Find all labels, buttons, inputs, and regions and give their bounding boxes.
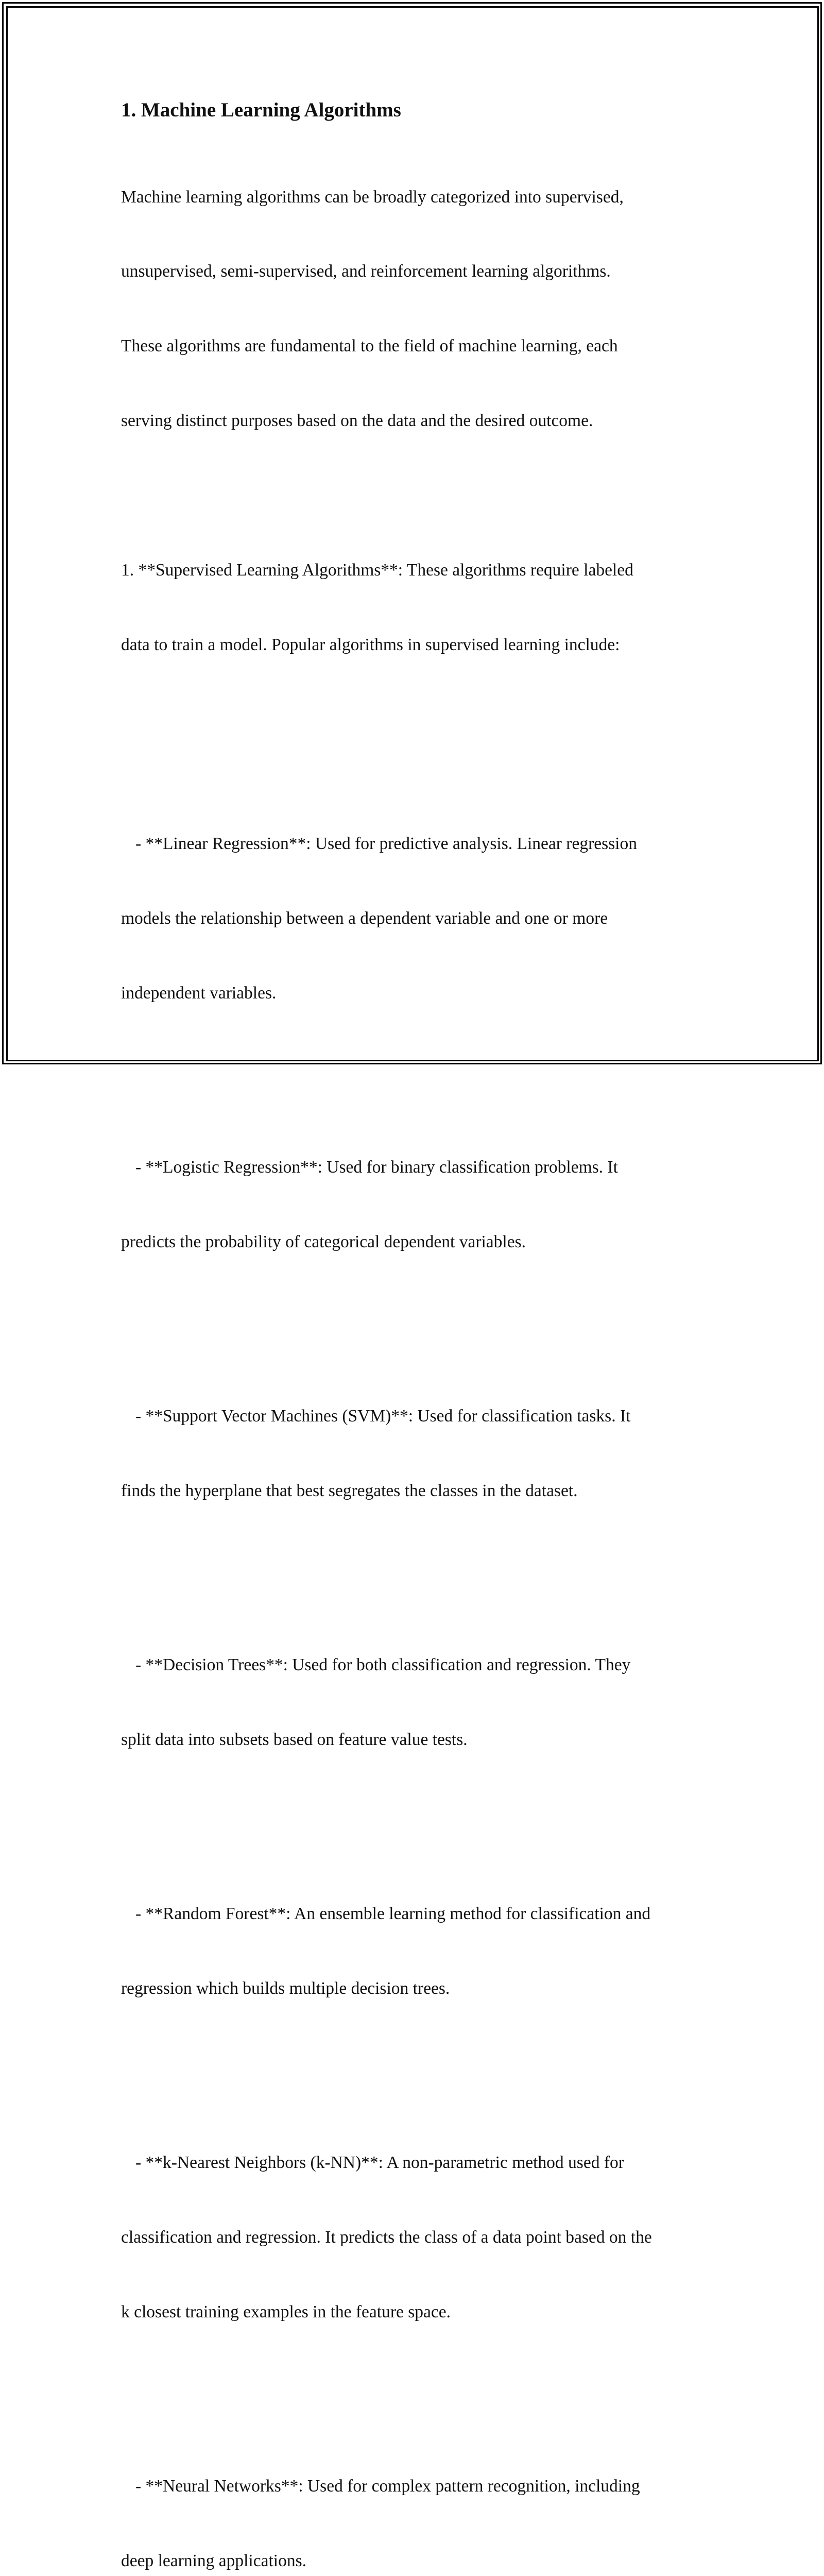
list-item-line: - **Random Forest**: An ensemble learning method for classification and xyxy=(135,1904,651,1924)
list-item-line: - **Support Vector Machines (SVM)**: Used for classification tasks. It xyxy=(135,1406,631,1426)
supervised-intro-line: data to train a model. Popular algorithms in supervised learning include: xyxy=(121,635,620,654)
list-item-linear-regression xyxy=(121,782,708,1056)
list-item-line: - **Decision Trees**: Used for both classification and regression. They xyxy=(135,1655,631,1675)
list-item-line: k closest training examples in the feature space. xyxy=(121,2302,451,2321)
intro-paragraph xyxy=(121,135,708,483)
list-item-line: regression which builds multiple decision trees. xyxy=(121,1978,450,1998)
list-item-line: - **k-Nearest Neighbors (k-NN)**: A non-parametric method used for xyxy=(135,2153,624,2173)
list-item-knn xyxy=(121,2100,708,2374)
list-item-svm xyxy=(121,1354,708,1553)
list-item-logistic-regression xyxy=(121,1106,708,1304)
supervised-intro-paragraph xyxy=(121,508,708,707)
list-item-line: finds the hyperplane that best segregates the classes in the dataset. xyxy=(121,1481,578,1501)
supervised-intro-line: 1. **Supervised Learning Algorithms**: These algorithms require labeled xyxy=(121,561,633,580)
intro-line: serving distinct purposes based on the data and the desired outcome. xyxy=(121,411,593,431)
blank-line xyxy=(121,483,708,508)
list-item-line: classification and regression. It predicts the class of a data point based on the xyxy=(121,2227,652,2247)
list-item-line: independent variables. xyxy=(121,984,277,1003)
section-heading: 1. Machine Learning Algorithms xyxy=(121,99,401,121)
list-item-line: - **Logistic Regression**: Used for binary classification problems. It xyxy=(135,1158,618,1177)
intro-line: unsupervised, semi-supervised, and reinforcement learning algorithms. xyxy=(121,262,611,281)
intro-line: These algorithms are fundamental to the field of machine learning, each xyxy=(121,336,618,356)
list-item-line: predicts the probability of categorical dependent variables. xyxy=(121,1232,526,1252)
intro-line: Machine learning algorithms can be broadly categorized into supervised, xyxy=(121,187,624,207)
blank-line xyxy=(121,707,708,732)
list-item-random-forest xyxy=(121,1852,708,2050)
document-body xyxy=(121,96,708,2576)
algorithm-list xyxy=(121,732,708,2576)
list-item-neural-networks xyxy=(121,2424,708,2576)
list-item-line: deep learning applications. xyxy=(121,2551,306,2570)
list-item-line: - **Neural Networks**: Used for complex pattern recognition, including xyxy=(135,2476,640,2496)
list-item-line: split data into subsets based on feature value tests. xyxy=(121,1730,468,1749)
list-item-line: - **Linear Regression**: Used for predictive analysis. Linear regression xyxy=(135,834,637,854)
list-item-line: models the relationship between a dependent variable and one or more xyxy=(121,909,608,928)
list-item-decision-trees xyxy=(121,1603,708,1802)
